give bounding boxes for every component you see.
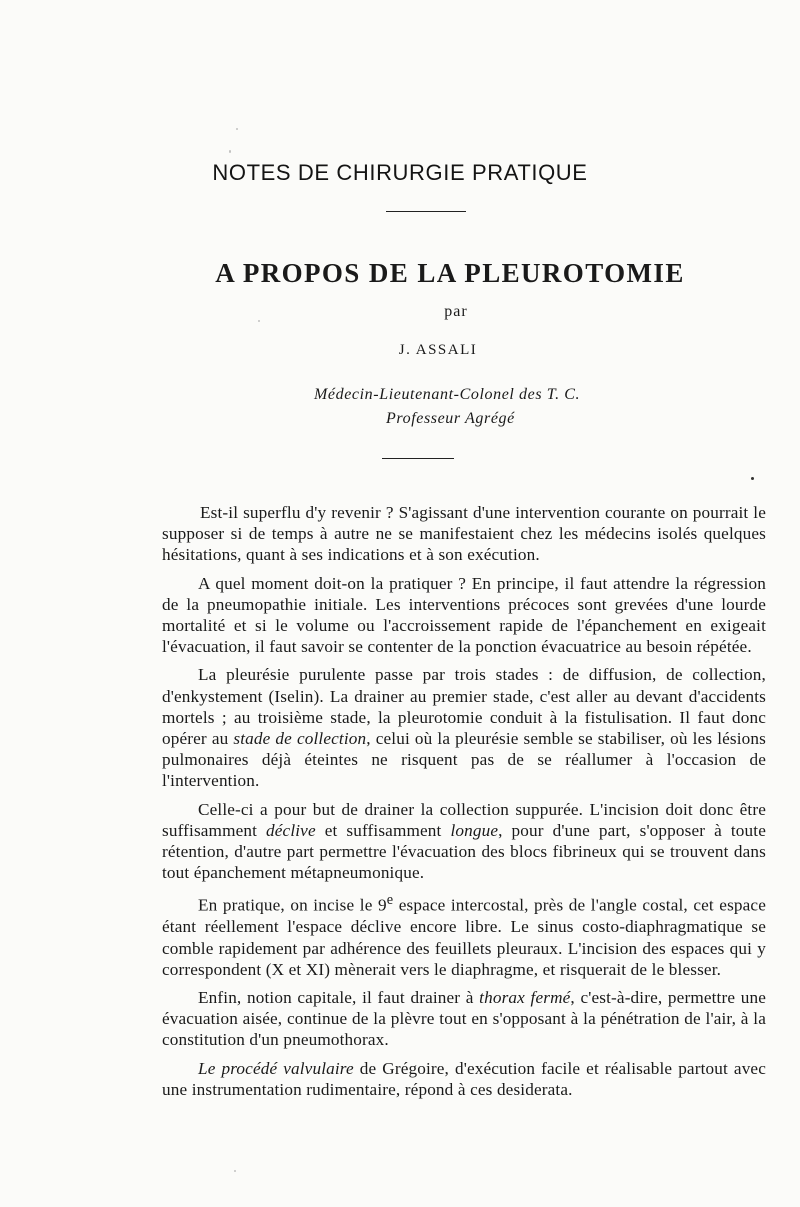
byline-rule [382, 458, 454, 459]
emphasis: déclive [266, 820, 316, 840]
paragraph-1: Est-il superflu d'y revenir ? S'agissant d'une intervention courante on pourrait le supposer si de temps à autre ne se manifestaient chez les médecins isolés quelques hésitations, quant à ses indications et à son exécution. [162, 503, 766, 565]
emphasis: Le procédé valvulaire [198, 1058, 354, 1078]
author-name: J. ASSALI [398, 342, 478, 358]
paragraph-3: La pleurésie purulente passe par trois stades : de diffusion, de collection, d'enkystement (Iselin). La drainer au premier stade, c'est aller au devant d'accidents mortels ; au troisième stade, la pleurotomie conduit à la fistulisation. Il faut donc opérer au stade de collection, celui où la pleurésie semble se stabiliser, où les lésions pulmonaires déjà éteintes ne risquent pas de se réallumer à l'occasion de l'intervention. [162, 665, 767, 791]
paragraph-2: A quel moment doit-on la pratiquer ? En principe, il faut attendre la régression de la pneumopathie initiale. Les interventions précoces sont grevées d'une lourde mortalité et si le volume ou l'accroissement rapide de l'épanchement en exigeait l'évacuation, il faut savoir se contenter de la ponction évacuatrice au besoin répétée. [162, 573, 766, 657]
ink-dot [751, 477, 754, 480]
emphasis: longue [450, 820, 499, 840]
scan-speck [258, 320, 260, 322]
scan-speck [236, 128, 238, 130]
scan-speck [234, 1170, 236, 1172]
byline-par: par [444, 303, 468, 320]
paragraph-7: Le procédé valvulaire de Grégoire, d'exécution facile et réalisable partout avec une instrumentation rudimentaire, répond à ces desiderata. [162, 1058, 766, 1099]
superscript: e [386, 892, 394, 909]
article-body [162, 502, 766, 1107]
author-title: Professeur Agrégé [386, 410, 515, 427]
paragraph-6: Enfin, notion capitale, il faut drainer à thorax fermé, c'est-à-dire, permettre une évacuation aisée, continue de la plèvre tout en s'opposant à la pénétration de l'air, à la constitution d'un pneumothorax. [162, 988, 766, 1050]
emphasis: stade de collection [233, 729, 367, 749]
scan-speck [229, 150, 231, 153]
series-heading: NOTES DE CHIRURGIE PRATIQUE [212, 160, 588, 185]
paragraph-5: En pratique, on incise le 9e espace intercostal, près de l'angle costal, cet espace étant réellement l'espace déclive encore libre. Le sinus costo-diaphragmatique se comble rapidement par adhérence des feuillets pleuraux. L'incision des espaces qui y correspondent (X et XI) mènerait vers le diaphragme, et risquerait de le blesser. [162, 892, 766, 979]
emphasis: thorax fermé [479, 988, 571, 1007]
article-title: A PROPOS DE LA PLEUROTOMIE [215, 258, 685, 288]
paragraph-4: Celle-ci a pour but de drainer la collection suppurée. L'incision doit donc être suffisamment déclive et suffisamment longue, pour d'une part, s'opposer à toute rétention, d'autre part permettre l'évacuation des blocs fibrineux qui se trouvent dans tout épanchement métapneumonique. [162, 799, 766, 883]
author-rank: Médecin-Lieutenant-Colonel des T. C. [314, 386, 581, 403]
heading-rule [386, 211, 466, 212]
